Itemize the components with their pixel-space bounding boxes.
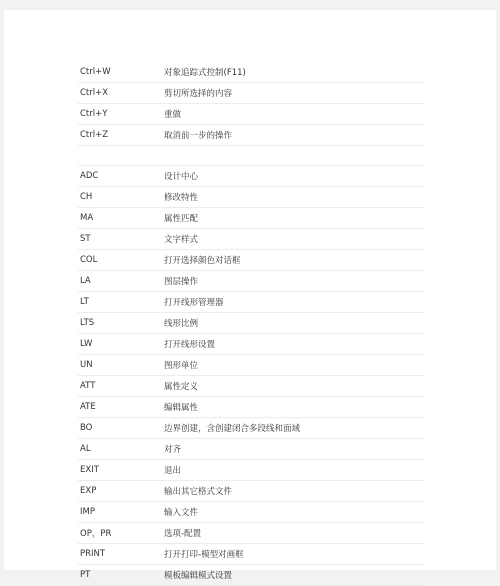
table-row	[78, 418, 424, 439]
table-row	[78, 439, 424, 460]
description-cell: 属性匹配	[164, 214, 199, 224]
document-page	[4, 10, 496, 581]
command-cell: OP，PR	[80, 529, 112, 539]
command-cell: MA	[80, 213, 94, 223]
blank-row	[78, 146, 424, 166]
command-cell: CH	[80, 192, 93, 202]
table-row	[78, 292, 424, 313]
description-cell: 修改特性	[164, 193, 199, 203]
description-cell: 文字样式	[164, 235, 199, 245]
description-cell: 输入文件	[164, 508, 199, 518]
command-cell: Ctrl+X	[80, 88, 109, 98]
command-cell: IMP	[80, 507, 95, 517]
description-cell: 打开线形设置	[164, 340, 216, 350]
description-cell: 重做	[164, 110, 182, 120]
description-cell: 线形比例	[164, 319, 199, 329]
command-cell: Ctrl+Z	[80, 130, 109, 140]
description-cell: 打开线形管理器	[164, 298, 224, 308]
description-cell: 输出其它格式文件	[164, 487, 233, 497]
description-cell: 取消前一步的操作	[164, 131, 233, 141]
description-cell: 对齐	[164, 445, 182, 455]
description-cell: 打开选择颜色对话框	[164, 256, 241, 266]
command-cell: Ctrl+Y	[80, 109, 108, 119]
table-row	[78, 208, 424, 229]
table-row	[78, 565, 424, 586]
description-cell: 设计中心	[164, 172, 199, 182]
table-row	[78, 313, 424, 334]
table-row	[78, 166, 424, 187]
table-row	[78, 271, 424, 292]
table-row	[78, 334, 424, 355]
command-cell: Ctrl+W	[80, 67, 111, 77]
table-row	[78, 187, 424, 208]
description-cell: 剪切所选择的内容	[164, 89, 233, 99]
table-row	[78, 83, 424, 104]
table-row	[78, 397, 424, 418]
table-row	[78, 104, 424, 125]
command-cell: LA	[80, 276, 91, 286]
table-row	[78, 355, 424, 376]
description-cell: 选项-配置	[164, 529, 202, 539]
command-cell: ATT	[80, 381, 96, 391]
command-cell: ST	[80, 234, 91, 244]
table-row	[78, 481, 424, 502]
table-row	[78, 229, 424, 250]
command-cell: BO	[80, 423, 93, 433]
command-cell: PT	[80, 570, 91, 580]
table-row	[78, 502, 424, 523]
description-cell: 打开打印-模型对画框	[164, 550, 244, 560]
command-cell: EXIT	[80, 465, 99, 475]
command-cell: LW	[80, 339, 93, 349]
command-cell: EXP	[80, 486, 97, 496]
description-cell: 模板编辑模式设置	[164, 571, 233, 581]
table-row	[78, 250, 424, 271]
command-cell: ADC	[80, 171, 99, 181]
table-row	[78, 523, 424, 544]
command-cell: UN	[80, 360, 93, 370]
description-cell: 图层操作	[164, 277, 199, 287]
description-cell: 对象追踪式控制(F11)	[164, 68, 246, 78]
table-row	[78, 125, 424, 146]
command-cell: COL	[80, 255, 98, 265]
command-cell: LTS	[80, 318, 95, 328]
command-cell: ATE	[80, 402, 96, 412]
table-row	[78, 460, 424, 481]
description-cell: 属性定义	[164, 382, 199, 392]
command-cell: AL	[80, 444, 91, 454]
description-cell: 退出	[164, 466, 182, 476]
description-cell: 图形单位	[164, 361, 199, 371]
table-row	[78, 62, 424, 83]
command-cell: LT	[80, 297, 89, 307]
description-cell: 边界创建，含创建闭合多段线和面域	[164, 424, 301, 434]
shortcut-table	[78, 62, 424, 586]
table-row	[78, 376, 424, 397]
table-row	[78, 544, 424, 565]
command-cell: PRINT	[80, 549, 106, 559]
description-cell: 编辑属性	[164, 403, 199, 413]
